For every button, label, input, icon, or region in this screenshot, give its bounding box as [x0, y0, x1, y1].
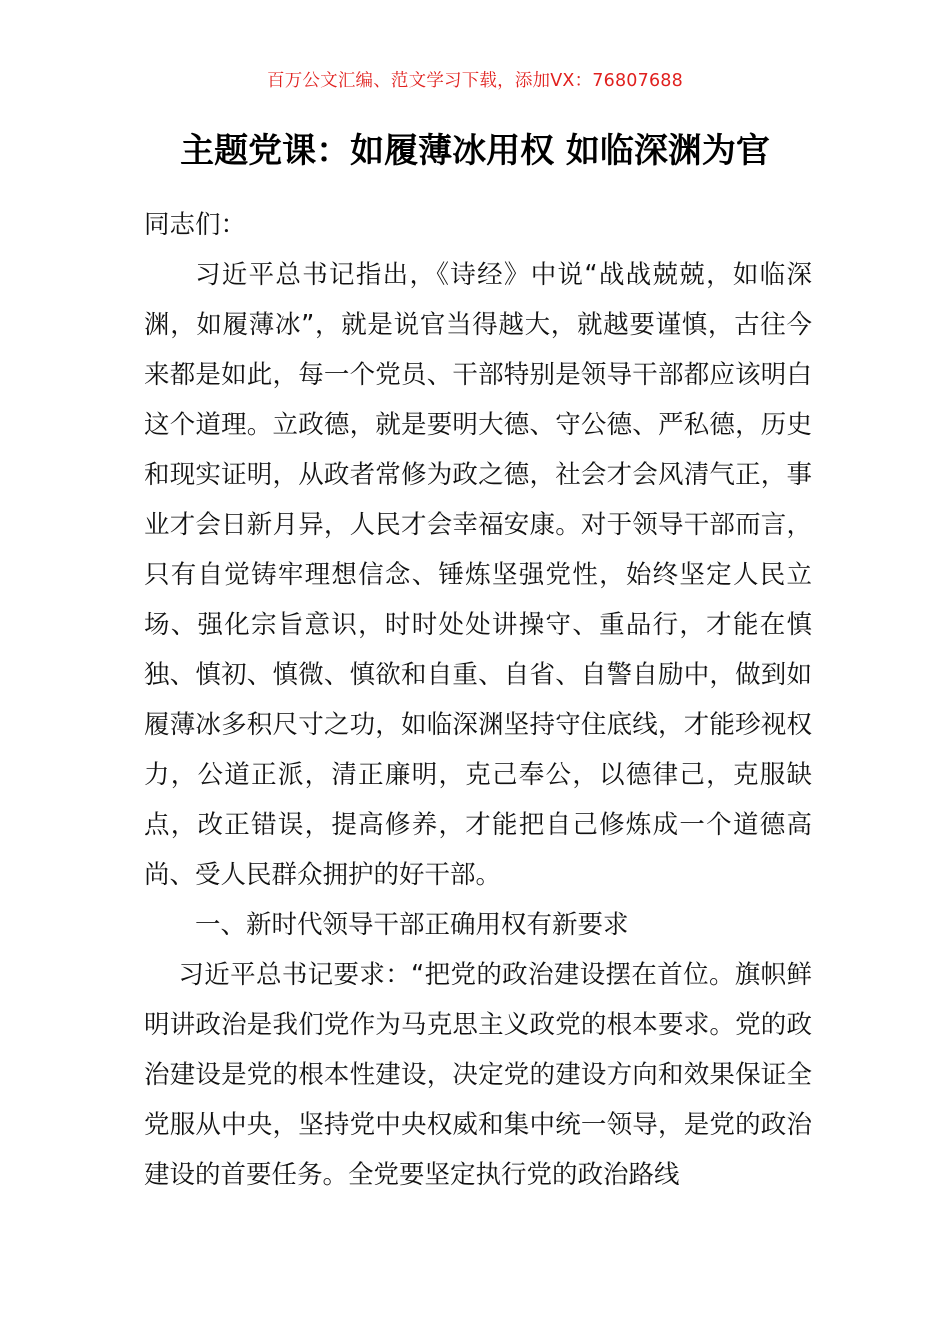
paragraph-intro: 习近平总书记指出，《诗经》中说“战战兢兢，如临深渊，如履薄冰”，就是说官当得越大，就越要谨慎，古往今来都是如此，每一个党员、干部特别是领导干部都应该明白这个道理。立政德，就是要明大德、守公德、严私德，历史和现实证明，从政者常修为政之德，社会才会风清气正，事业才会日新月异，人民才会幸福安康。对于领导干部而言，只有自觉铸牢理想信念、锤炼坚强党性，始终坚定人民立场、强化宗旨意识，时时处处讲操守、重品行，才能在慎独、慎初、慎微、慎欲和自重、自省、自警自励中，做到如履薄冰多积尺寸之功，如临深渊坚持守住底线，才能珍视权力，公道正派，清正廉明，克己奉公，以德律己，克服缺点，改正错误，提高修养，才能把自己修炼成一个道德高尚、受人民群众拥护的好干部。	[144, 260, 812, 890]
watermark-banner: 百万公文汇编、范文学习下载，添加VX：76807688	[267, 71, 683, 91]
section-heading-1: 一、新时代领导干部正确用权有新要求	[195, 910, 629, 940]
salutation: 同志们：	[144, 210, 247, 240]
document-title: 主题党课：如履薄冰用权 如临深渊为官	[180, 131, 770, 171]
paragraph-section-1: 习近平总书记要求：“把党的政治建设摆在首位。旗帜鲜明讲政治是我们党作为马克思主义政党的根本要求。党的政治建设是党的根本性建设，决定党的建设方向和效果保证全党服从中央，坚持党中央权威和集中统一领导，是党的政治建设的首要任务。全党要坚定执行党的政治路线	[144, 960, 812, 1190]
document-body	[144, 200, 812, 1200]
